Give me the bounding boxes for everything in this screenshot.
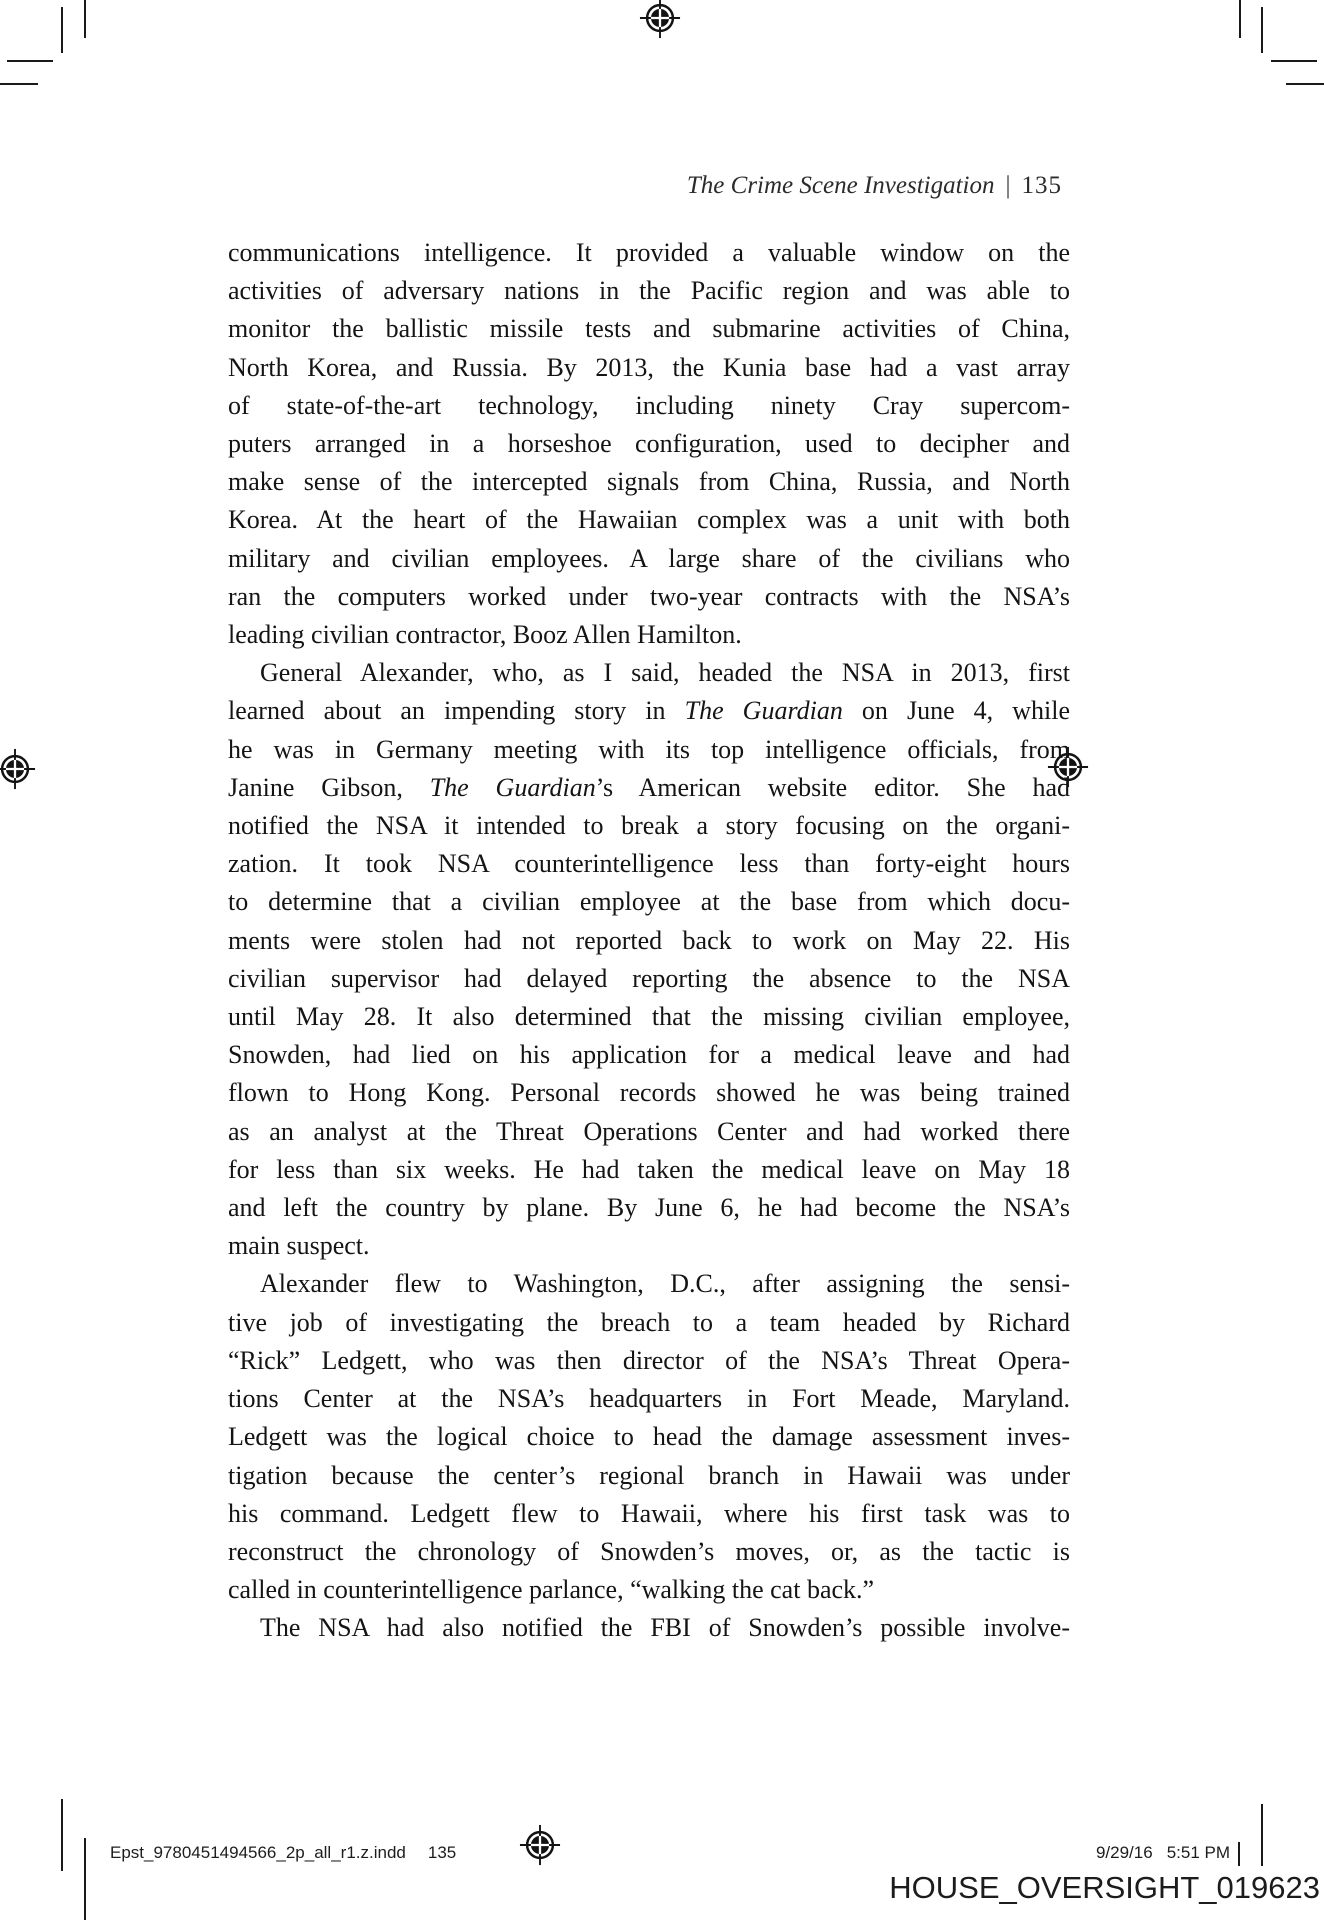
registration-mark-icon [0,748,36,790]
body-line [228,234,1070,272]
registration-mark-icon [639,0,681,39]
imprint-page-number: 135 [427,1843,457,1862]
text-segment: Ledgett was the logical choice to head the damage assessment inves- [228,1422,1070,1452]
crop-mark [1261,1804,1263,1868]
paragraph [228,234,1070,654]
footer-time: 5:51 PM [1166,1843,1230,1862]
body-line [228,1380,1070,1418]
body-line [228,960,1070,998]
body-line [228,883,1070,921]
crop-mark [1271,60,1317,62]
text-segment: of state-of-the-art technology, including ninety Cray supercom- [228,390,1070,420]
crop-mark [7,60,53,62]
text-segment: his command. Ledgett flew to Hawaii, where his first task was to [228,1498,1070,1528]
text-segment: Snowden, had lied on his application for a medical leave and had [228,1040,1070,1070]
body-text [228,234,1070,1648]
text-segment: he was in Germany meeting with its top intelligence officials, from [228,734,1070,764]
text-segment: puters arranged in a horseshoe configuration, used to decipher and [228,429,1070,459]
body-line [228,769,1070,807]
paragraph [228,1265,1070,1609]
body-line [228,501,1070,539]
body-line [228,463,1070,501]
footer-imprint [110,1843,456,1863]
body-line [228,1265,1070,1303]
crop-mark [1239,0,1241,38]
text-segment: tions Center at the NSA’s headquarters in Fort Meade, Maryland. [228,1384,1070,1414]
text-segment: activities of adversary nations in the Pacific region and was able to [228,276,1070,306]
text-segment: reconstruct the chronology of Snowden’s moves, or, as the tactic is [228,1536,1070,1566]
text-segment: Janine Gibson, [228,772,430,802]
text-segment: on June 4, while [842,696,1070,726]
text-segment: main suspect. [228,1231,370,1261]
body-line [228,731,1070,769]
body-line [228,1571,1070,1609]
text-segment: ’s American website editor. She had [595,772,1070,802]
body-line [228,1533,1070,1571]
text-segment: as an analyst at the Threat Operations Center and had worked there [228,1116,1070,1146]
crop-mark [61,1799,63,1871]
header-separator: | [1005,172,1011,199]
paragraph [228,654,1070,1265]
body-line [228,1227,1070,1265]
body-line [228,692,1070,730]
text-segment: called in counterintelligence parlance, “walking the cat back.” [228,1575,875,1605]
crop-mark [0,83,38,85]
text-segment: civilian supervisor had delayed reporting the absence to the NSA [228,963,1070,993]
italic-text: The Guardian [684,696,843,726]
text-segment: Korea. At the heart of the Hawaiian complex was a unit with both [228,505,1070,535]
crop-mark [61,7,63,53]
chapter-title: The Crime Scene Investigation [686,172,995,199]
text-segment: military and civilian employees. A large share of the civilians who [228,543,1070,573]
body-line [228,1036,1070,1074]
text-segment: tigation because the center’s regional branch in Hawaii was under [228,1460,1070,1490]
text-segment: to determine that a civilian employee at the base from which docu- [228,887,1070,917]
text-segment: until May 28. It also determined that the missing civilian employee, [228,1002,1070,1032]
body-line [228,540,1070,578]
text-segment: learned about an impending story in [228,696,685,726]
body-line [228,1342,1070,1380]
body-line [228,1457,1070,1495]
body-line [228,578,1070,616]
text-segment: leading civilian contractor, Booz Allen Hamilton. [228,620,742,650]
body-line [228,1304,1070,1342]
text-segment: and left the country by plane. By June 6, he had become the NSA’s [228,1193,1070,1223]
crop-mark [1261,7,1263,53]
body-line [228,807,1070,845]
body-line [228,349,1070,387]
crop-mark [1286,83,1324,85]
body-line [228,1495,1070,1533]
imprint-filename: Epst_9780451494566_2p_all_r1.z.indd [110,1843,406,1862]
body-line [228,1074,1070,1112]
body-line [228,1151,1070,1189]
body-line [228,310,1070,348]
body-line [228,654,1070,692]
text-segment: The NSA had also notified the FBI of Snowden’s possible involve- [260,1613,1070,1643]
italic-text: The Guardian [429,772,596,802]
body-line [228,272,1070,310]
text-segment: make sense of the intercepted signals from China, Russia, and North [228,467,1070,497]
text-segment: ments were stolen had not reported back to work on May 22. His [228,925,1070,955]
body-line [228,1189,1070,1227]
body-line [228,387,1070,425]
text-segment: tive job of investigating the breach to a team headed by Richard [228,1307,1070,1337]
body-line [228,1418,1070,1456]
running-head [228,172,1062,200]
body-line [228,845,1070,883]
text-segment: ran the computers worked under two-year contracts with the NSA’s [228,581,1070,611]
bates-stamp-text: HOUSE_OVERSIGHT_019623 [889,1870,1320,1905]
text-segment: for less than six weeks. He had taken the medical leave on May 18 [228,1154,1070,1184]
text-segment: monitor the ballistic missile tests and submarine activities of China, [228,314,1070,344]
body-line [228,616,1070,654]
crop-mark [84,1838,86,1920]
footer-datetime [1030,1843,1230,1863]
text-segment: Alexander flew to Washington, D.C., after assigning the sensi- [260,1269,1070,1299]
body-line [228,1609,1070,1647]
body-line [228,922,1070,960]
text-segment: North Korea, and Russia. By 2013, the Kunia base had a vast array [228,352,1070,382]
registration-mark-icon [519,1824,561,1866]
text-segment: zation. It took NSA counterintelligence less than forty-eight hours [228,849,1070,879]
text-segment: “Rick” Ledgett, who was then director of the NSA’s Threat Opera- [228,1345,1070,1375]
text-segment: General Alexander, who, as I said, headed the NSA in 2013, first [260,658,1070,688]
body-line [228,1113,1070,1151]
bates-stamp [878,1866,1324,1920]
body-line [228,998,1070,1036]
crop-mark [84,0,86,38]
body-line [228,425,1070,463]
page-number: 135 [1021,172,1062,199]
footer-date: 9/29/16 [1095,1843,1153,1862]
paragraph [228,1609,1070,1647]
text-segment: notified the NSA it intended to break a story focusing on the organi- [228,811,1070,841]
text-segment: communications intelligence. It provided a valuable window on the [228,238,1070,267]
text-segment: flown to Hong Kong. Personal records showed he was being trained [228,1078,1070,1108]
